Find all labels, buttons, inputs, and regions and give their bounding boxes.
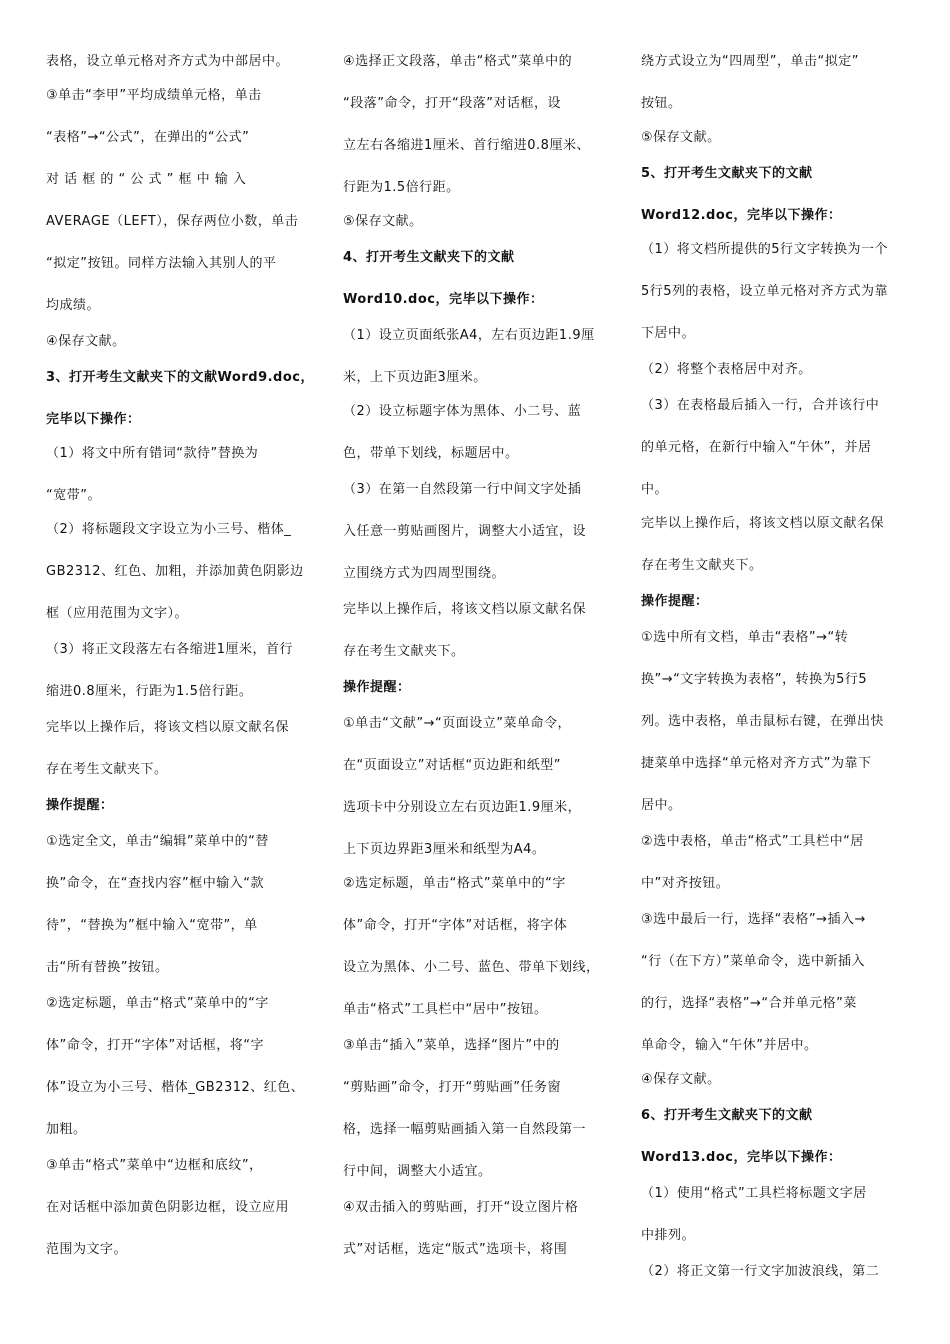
- text-line: 在对话框中添加黄色阴影边框，设立应用: [46, 1200, 290, 1215]
- text-line: ⑤保存文献。: [343, 214, 423, 229]
- text-line: 加粗。: [46, 1122, 87, 1137]
- text-line: ①选定全文，单击“编辑”菜单中的“替: [46, 834, 269, 849]
- text-line: 表格，设立单元格对齐方式为中部居中。: [46, 54, 290, 69]
- text-line: ③选中最后一行，选择“表格”→插入→: [641, 912, 866, 927]
- text-line: AVERAGE（LEFT），保存两位小数，单击: [46, 214, 299, 229]
- text-line: 存在考生文献夹下。: [46, 762, 168, 777]
- text-line: 对 话 框 的 “ 公 式 ” 框 中 输 入: [46, 172, 247, 187]
- text-line: 单命令，输入“午休”并居中。: [641, 1038, 818, 1053]
- text-line: “剪贴画”命令，打开“剪贴画”任务窗: [343, 1080, 561, 1095]
- text-line: 中排列。: [641, 1228, 696, 1243]
- text-line: ④保存文献。: [641, 1072, 721, 1087]
- section-heading-line: Word10.doc，完毕以下操作：: [343, 292, 544, 307]
- text-line: 范围为文字。: [46, 1242, 128, 1257]
- text-line: ②选定标题，单击“格式”菜单中的“字: [46, 996, 269, 1011]
- text-line: 换”命令，在“查找内容”框中输入“款: [46, 876, 264, 891]
- text-line: 完毕以上操作后，将该文档以原文献名保: [343, 602, 587, 617]
- text-line: 入任意一剪贴画图片，调整大小适宜，设: [343, 524, 587, 539]
- text-line: 中。: [641, 482, 669, 497]
- text-line: 列。选中表格，单击鼠标右键，在弹出快: [641, 714, 885, 729]
- text-line: 设立为黑体、小二号、蓝色、带单下划线，: [343, 960, 600, 975]
- text-line: ⑤保存文献。: [641, 130, 721, 145]
- text-line: 待”，“替换为”框中输入“宽带”，单: [46, 918, 258, 933]
- section-heading-line: 操作提醒：: [641, 594, 709, 609]
- text-line: “段落”命令，打开“段落”对话框，设: [343, 96, 561, 111]
- text-line: 体”命令，打开“字体”对话框，将“字: [46, 1038, 264, 1053]
- text-line: （1）设立页面纸张A4，左右页边距1.9厘: [343, 328, 595, 343]
- text-line: “行（在下方）”菜单命令，选中新插入: [641, 954, 865, 969]
- section-heading-line: 3、打开考生文献夹下的文献Word9.doc，: [46, 370, 314, 385]
- text-line: ②选中表格，单击“格式”工具栏中“居: [641, 834, 864, 849]
- text-line: ①单击“文献”→“页面设立”菜单命令，: [343, 716, 571, 731]
- text-line: （1）将文中所有错词“款待”替换为: [46, 446, 259, 461]
- section-heading-line: 5、打开考生文献夹下的文献: [641, 166, 813, 181]
- text-line: 完毕以上操作后，将该文档以原文献名保: [46, 720, 290, 735]
- text-line: 的单元格，在新行中输入“午休”，并居: [641, 440, 872, 455]
- text-line: 立左右各缩进1厘米、首行缩进0.8厘米、: [343, 138, 590, 153]
- text-line: 单击“格式”工具栏中“居中”按钮。: [343, 1002, 548, 1017]
- text-line: GB2312、红色、加粗，并添加黄色阴影边: [46, 564, 304, 579]
- text-line: 存在考生文献夹下。: [343, 644, 465, 659]
- text-line: 绕方式设立为“四周型”，单击“拟定”: [641, 54, 859, 69]
- text-line: （3）在表格最后插入一行，合并该行中: [641, 398, 880, 413]
- text-line: ②选定标题，单击“格式”菜单中的“字: [343, 876, 566, 891]
- text-line: 捷菜单中选择“单元格对齐方式”为靠下: [641, 756, 872, 771]
- text-line: 完毕以上操作后，将该文档以原文献名保: [641, 516, 885, 531]
- text-line: 行距为1.5倍行距。: [343, 180, 460, 195]
- text-line: （2）将标题段文字设立为小三号、楷体_: [46, 522, 292, 537]
- text-line: ④双击插入的剪贴画，打开“设立图片格: [343, 1200, 579, 1215]
- section-heading-line: 操作提醒：: [46, 798, 114, 813]
- text-line: 行中间，调整大小适宜。: [343, 1164, 492, 1179]
- text-line: ④保存文献。: [46, 334, 126, 349]
- text-line: 缩进0.8厘米，行距为1.5倍行距。: [46, 684, 253, 699]
- text-line: “表格”→“公式”，在弹出的“公式”: [46, 130, 250, 145]
- text-line: 选项卡中分别设立左右页边距1.9厘米，: [343, 800, 582, 815]
- text-line: 格，选择一幅剪贴画插入第一自然段第一: [343, 1122, 587, 1137]
- text-line: 击“所有替换”按钮。: [46, 960, 169, 975]
- text-line: 框（应用范围为文字）。: [46, 606, 189, 621]
- text-line: 下居中。: [641, 326, 696, 341]
- text-line: （1）使用“格式”工具栏将标题文字居: [641, 1186, 867, 1201]
- text-line: 上下页边界距3厘米和纸型为A4。: [343, 842, 546, 857]
- text-line: 立围绕方式为四周型围绕。: [343, 566, 506, 581]
- section-heading-line: Word13.doc，完毕以下操作：: [641, 1150, 842, 1165]
- text-line: 按钮。: [641, 96, 682, 111]
- section-heading-line: Word12.doc，完毕以下操作：: [641, 208, 842, 223]
- text-line: 米，上下页边距3厘米。: [343, 370, 487, 385]
- section-heading-line: 操作提醒：: [343, 680, 411, 695]
- text-line: 中”对齐按钮。: [641, 876, 730, 891]
- text-line: （2）将整个表格居中对齐。: [641, 362, 812, 377]
- text-line: 均成绩。: [46, 298, 101, 313]
- section-heading-line: 4、打开考生文献夹下的文献: [343, 250, 515, 265]
- text-line: 色，带单下划线，标题居中。: [343, 446, 519, 461]
- text-line: 换”→“文字转换为表格”，转换为5行5: [641, 672, 868, 687]
- text-line: “拟定”按钮。同样方法输入其别人的平: [46, 256, 277, 271]
- text-line: ③单击“李甲”平均成绩单元格，单击: [46, 88, 262, 103]
- text-line: （1）将文档所提供的5行文字转换为一个: [641, 242, 889, 257]
- text-line: ③单击“插入”菜单，选择“图片”中的: [343, 1038, 560, 1053]
- section-heading-line: 6、打开考生文献夹下的文献: [641, 1108, 813, 1123]
- section-heading-line: 完毕以下操作：: [46, 412, 141, 427]
- text-line: “宽带”。: [46, 488, 101, 503]
- text-line: （2）将正文第一行文字加波浪线，第二: [641, 1264, 880, 1279]
- text-line: 体”命令，打开“字体”对话框，将字体: [343, 918, 568, 933]
- text-line: 体”设立为小三号、楷体_GB2312、红色、: [46, 1080, 305, 1095]
- text-line: （3）将正文段落左右各缩进1厘米，首行: [46, 642, 294, 657]
- text-line: 存在考生文献夹下。: [641, 558, 763, 573]
- text-line: 5行5列的表格，设立单元格对齐方式为靠: [641, 284, 889, 299]
- text-line: ④选择正文段落，单击“格式”菜单中的: [343, 54, 573, 69]
- text-line: （3）在第一自然段第一行中间文字处插: [343, 482, 582, 497]
- text-line: 在“页面设立”对话框“页边距和纸型”: [343, 758, 561, 773]
- text-line: （2）设立标题字体为黑体、小二号、蓝: [343, 404, 582, 419]
- text-line: 式”对话框，选定“版式”选项卡，将围: [343, 1242, 568, 1257]
- text-line: 居中。: [641, 798, 682, 813]
- text-line: 的行，选择“表格”→“合并单元格”菜: [641, 996, 857, 1011]
- text-line: ③单击“格式”菜单中“边框和底纹”，: [46, 1158, 263, 1173]
- text-line: ①选中所有文档，单击“表格”→“转: [641, 630, 849, 645]
